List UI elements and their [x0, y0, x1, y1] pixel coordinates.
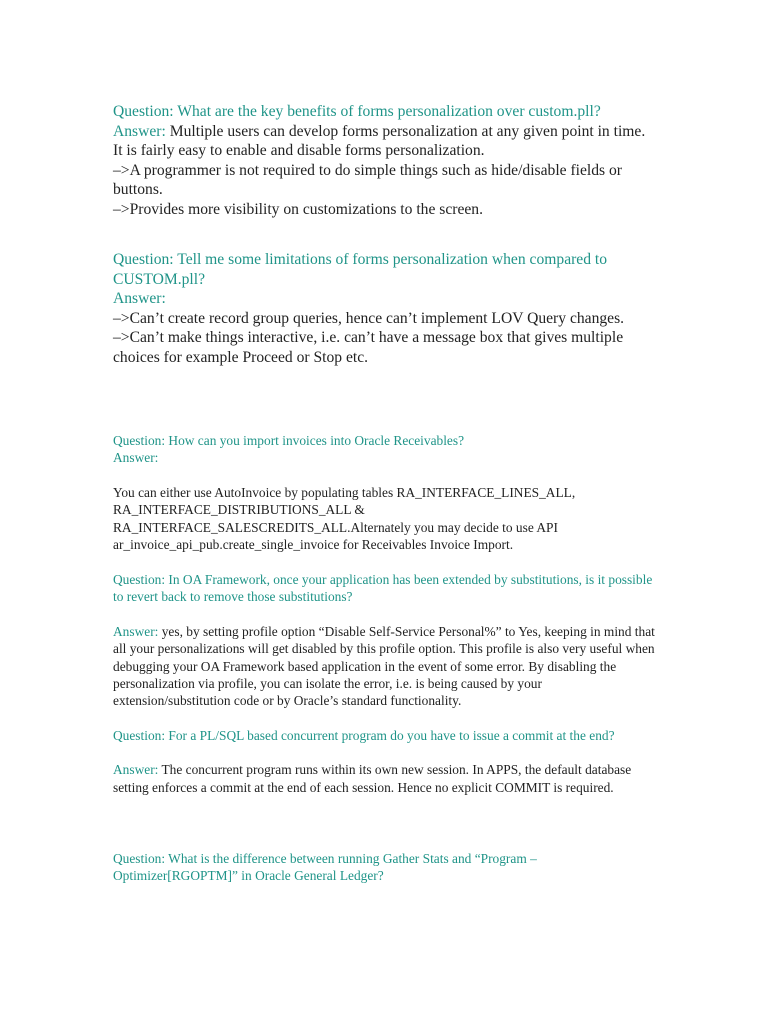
answer-label: Answer: — [113, 762, 159, 778]
answer-line: –>Can’t make things interactive, i.e. can’t have a message box that gives multiple choices for example Proceed or Stop etc. — [113, 329, 624, 366]
answer-label: Answer: — [113, 623, 159, 639]
qa-block-gather-stats — [113, 850, 661, 885]
answer-text: The concurrent program runs within its own new session. In APPS, the default database setting enforces a commit at the end of each session. Hence no explicit COMMIT is required. — [113, 762, 632, 795]
answer-paragraph — [113, 122, 661, 142]
answer-line: –>Provides more visibility on customizations to the screen. — [113, 200, 483, 218]
question-text: Question: For a PL/SQL based concurrent program do you have to issue a commit at the end? — [113, 728, 615, 743]
answer-text: Multiple users can develop forms personalization at any given point in time. — [165, 122, 646, 140]
answer-label: Answer: — [113, 122, 166, 140]
answer-line: It is fairly easy to enable and disable forms personalization. — [113, 142, 485, 159]
answer-text: yes, by setting profile option “Disable Self-Service Personal%” to Yes, keeping in mind that all your personalizations will get disabled by this profile option. This profile is also very useful when debugging your OA Framework based application in the event of some error. By disabling the personalization via profile, you can isolate the error, i.e. is being caused by your extension/substitution code or by Oracle’s standard functionality. — [113, 623, 655, 709]
qa-block-import-invoices — [113, 432, 661, 553]
answer-line: –>A programmer is not required to do simple things such as hide/disable fields or buttons. — [113, 161, 623, 198]
question-text: Question: How can you import invoices into Oracle Receivables? — [113, 433, 465, 448]
qa-block-plsql-commit — [113, 727, 661, 796]
question-text: Question: What is the difference between running Gather Stats and “Program – Optimizer[RGOPTM]” in Oracle General Ledger? — [113, 851, 537, 884]
answer-label: Answer: — [113, 450, 159, 466]
question-text: Question: Tell me some limitations of forms personalization when compared to CUSTOM.pll? — [113, 251, 608, 288]
answer-text: You can either use AutoInvoice by populating tables RA_INTERFACE_LINES_ALL, RA_INTERFACE_DISTRIBUTIONS_ALL & RA_INTERFACE_SALESCREDITS_ALL.Alternately you may decide to use API ar_invoice_api_pub.create_single_invoice for Receivables Invoice Import. — [113, 484, 576, 553]
qa-block-forms-personalization-benefits — [113, 102, 661, 219]
answer-paragraph — [113, 761, 661, 796]
qa-block-oa-framework-substitutions — [113, 571, 661, 710]
question-text: Question: What are the key benefits of forms personalization over custom.pll? — [113, 103, 601, 120]
answer-paragraph — [113, 623, 661, 710]
question-text: Question: In OA Framework, once your application has been extended by substitutions, is it possible to revert back to remove those substitutions? — [113, 572, 653, 605]
answer-label: Answer: — [113, 290, 166, 307]
answer-line: –>Can’t create record group queries, hence can’t implement LOV Query changes. — [113, 309, 625, 327]
qa-block-forms-personalization-limitations — [113, 250, 661, 367]
